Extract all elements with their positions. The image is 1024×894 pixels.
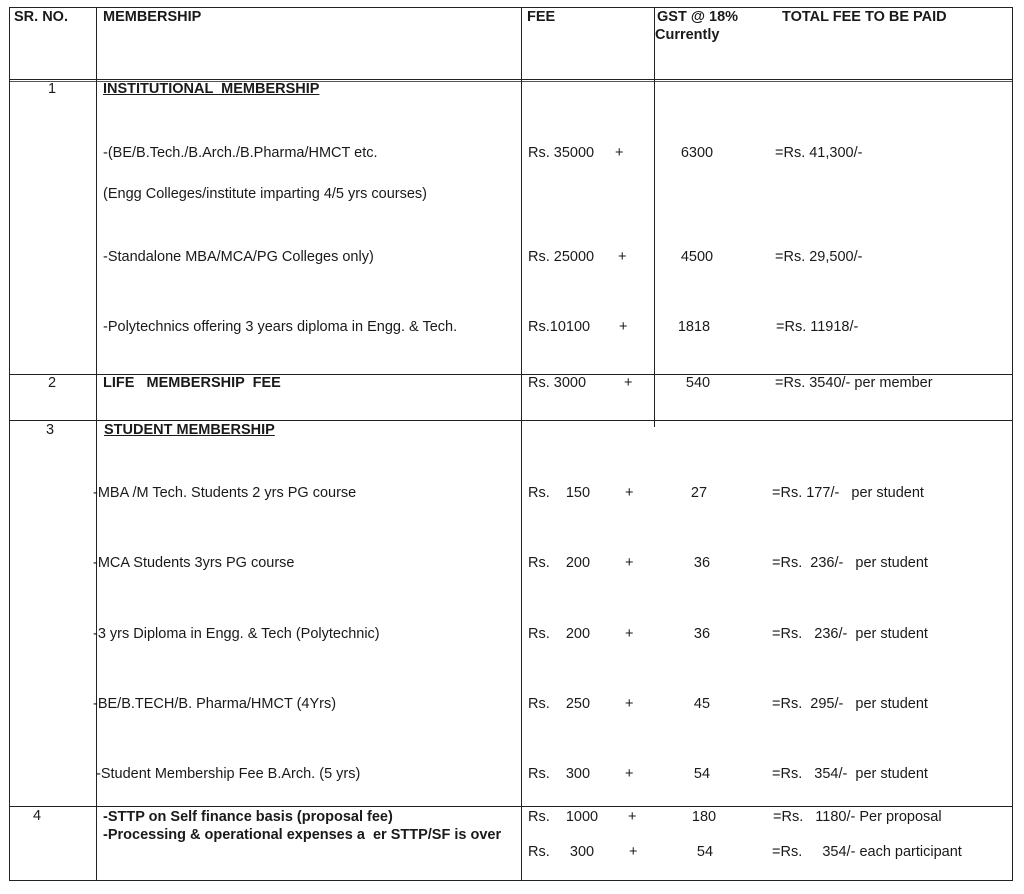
row-fee: Rs. 25000 bbox=[528, 249, 595, 265]
col-line bbox=[654, 7, 655, 427]
row-plus: + bbox=[625, 626, 634, 642]
row-total: =Rs. 236/- per student bbox=[772, 555, 928, 571]
col-line bbox=[9, 7, 10, 881]
row-fee: Rs. 200 bbox=[528, 555, 591, 571]
sr-number: 3 bbox=[45, 422, 55, 438]
row-gst: 6300 bbox=[680, 145, 714, 161]
row-description: -Polytechnics offering 3 years diploma in Engg. & Tech. bbox=[103, 319, 458, 335]
row-description: -MCA Students 3yrs PG course bbox=[93, 555, 295, 571]
row-gst: 36 bbox=[693, 555, 711, 571]
row-total: =Rs. 3540/- per member bbox=[775, 375, 933, 391]
row-fee: Rs. 35000 bbox=[528, 145, 595, 161]
row-fee: Rs. 3000 bbox=[528, 375, 587, 391]
row-description: -Standalone MBA/MCA/PG Colleges only) bbox=[103, 249, 374, 265]
row-description: -Student Membership Fee B.Arch. (5 yrs) bbox=[96, 766, 361, 782]
row-fee: Rs.10100 bbox=[528, 319, 591, 335]
col-line bbox=[521, 7, 522, 881]
col-line bbox=[1012, 7, 1013, 881]
row-gst: 36 bbox=[693, 626, 711, 642]
sr-number: 4 bbox=[32, 808, 42, 824]
row-total: =Rs. 1180/- Per proposal bbox=[773, 809, 942, 825]
header-total: TOTAL FEE TO BE PAID bbox=[782, 9, 947, 25]
row-total: =Rs. 354/- per student bbox=[772, 766, 928, 782]
header-gst-line1: GST @ 18% bbox=[657, 9, 739, 25]
row-fee: Rs. 1000 bbox=[528, 809, 599, 825]
row-description: -Processing & operational expenses a er STTP/SF is over bbox=[103, 827, 502, 843]
row-gst: 54 bbox=[693, 766, 711, 782]
row-description: -(BE/B.Tech./B.Arch./B.Pharma/HMCT etc. bbox=[103, 145, 378, 161]
col-line bbox=[96, 7, 97, 881]
header-fee: FEE bbox=[527, 9, 556, 25]
row-plus: + bbox=[618, 249, 627, 265]
row-total: =Rs. 354/- each participant bbox=[772, 844, 962, 860]
row-total: =Rs. 41,300/- bbox=[775, 145, 863, 161]
row-gst: 54 bbox=[696, 844, 714, 860]
row-plus: + bbox=[624, 375, 633, 391]
row-description: -STTP on Self finance basis (proposal fee) bbox=[103, 809, 393, 825]
row-plus: + bbox=[625, 485, 634, 501]
row-fee: Rs. 150 bbox=[528, 485, 591, 501]
header-sr-no: SR. NO. bbox=[14, 9, 68, 25]
header-gst-line2: Currently bbox=[655, 27, 720, 43]
row-gst: 4500 bbox=[680, 249, 714, 265]
row-line bbox=[9, 880, 1013, 881]
row-total: =Rs. 295/- per student bbox=[772, 696, 928, 712]
sr-number: 1 bbox=[47, 81, 57, 97]
row-plus: + bbox=[615, 145, 624, 161]
row-total: =Rs. 29,500/- bbox=[775, 249, 863, 265]
row-plus: + bbox=[629, 844, 638, 860]
row-gst: 180 bbox=[691, 809, 717, 825]
row-fee: Rs. 250 bbox=[528, 696, 591, 712]
row-fee: Rs. 300 bbox=[528, 766, 591, 782]
row-gst: 27 bbox=[690, 485, 708, 501]
header-membership: MEMBERSHIP bbox=[103, 9, 202, 25]
row-gst: 1818 bbox=[677, 319, 711, 335]
row-plus: + bbox=[628, 809, 637, 825]
row-note: (Engg Colleges/institute imparting 4/5 yrs courses) bbox=[103, 186, 427, 202]
row-plus: + bbox=[619, 319, 628, 335]
row-total: =Rs. 236/- per student bbox=[772, 626, 928, 642]
section-title: STUDENT MEMBERSHIP bbox=[104, 422, 275, 438]
row-fee: Rs. 200 bbox=[528, 626, 591, 642]
row-total: =Rs. 11918/- bbox=[776, 319, 859, 335]
row-plus: + bbox=[625, 766, 634, 782]
row-plus: + bbox=[625, 555, 634, 571]
row-plus: + bbox=[625, 696, 634, 712]
row-line bbox=[9, 806, 1013, 807]
row-gst: 540 bbox=[685, 375, 711, 391]
section-title: INSTITUTIONAL MEMBERSHIP bbox=[103, 81, 320, 97]
row-fee: Rs. 300 bbox=[528, 844, 595, 860]
row-total: =Rs. 177/- per student bbox=[772, 485, 924, 501]
sr-number: 2 bbox=[47, 375, 57, 391]
row-description: -3 yrs Diploma in Engg. & Tech (Polytechnic) bbox=[93, 626, 380, 642]
section-title: LIFE MEMBERSHIP FEE bbox=[103, 375, 281, 391]
row-description: -MBA /M Tech. Students 2 yrs PG course bbox=[93, 485, 357, 501]
row-gst: 45 bbox=[693, 696, 711, 712]
row-description: -BE/B.TECH/B. Pharma/HMCT (4Yrs) bbox=[93, 696, 337, 712]
